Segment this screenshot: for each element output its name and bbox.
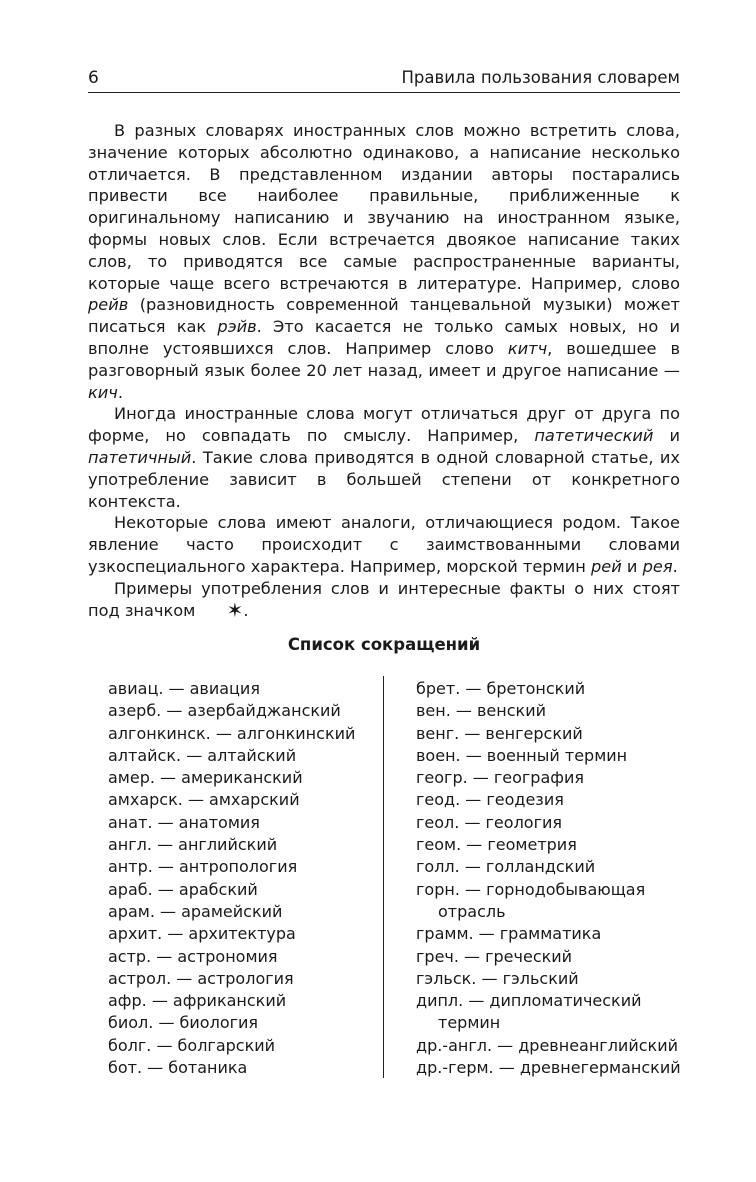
abbreviation-entry: антр. — антропология <box>108 857 298 877</box>
page-number: 6 <box>88 68 99 88</box>
abbreviation-entry: анат. — анатомия <box>108 812 260 832</box>
abbreviation-entry: бот. — ботаника <box>108 1058 248 1078</box>
abbreviation-entry: арам. — арамейский <box>108 901 283 921</box>
abbreviation-entry-continuation: термин <box>438 1013 501 1033</box>
abbreviation-entry: гэльск. — гэльский <box>416 968 579 988</box>
example-word: кич <box>88 382 118 402</box>
star-icon: ✶ <box>226 597 244 622</box>
abbreviations-left-column <box>108 678 370 1079</box>
example-word: рейв <box>88 295 129 315</box>
abbreviation-entry: афр. — африканский <box>108 991 287 1011</box>
abbreviation-entry: астрол. — астрология <box>108 968 294 988</box>
paragraph: В разных словарях иностранных слов можно встретить слова, значение которых абсолютно одинаково, а написание несколько отличается. В представленном издании авторы постарались привести все наиболее правильные, приближенные к оригинальному написанию и звучанию на иностранном языке, формы новых слов. Если встречается двоякое написание таких слов, то приводятся все самые распространенные варианты, которые чаще всего встречаются в литературе. Например, слово рейв (разновидность современной танцевальной музыки) может писаться как рэйв. Это касается не только самых новых, но и вполне устоявшихся слов. Например слово китч, вошедшее в разговорный язык более 20 лет назад, имеет и другое написание — кич. <box>88 121 680 402</box>
paragraph: Иногда иностранные слова могут отличаться друг от друга по форме, но совпадать по смыслу. Например, патетический и патетичный. Такие слова приводятся в одной словарной статье, их употребление зависит в большей степени от конкретного контекста. <box>88 404 680 511</box>
abbreviation-entry: геол. — геология <box>416 812 563 832</box>
paragraph: Некоторые слова имеют аналоги, отличающиеся родом. Такое явление часто происходит с заимствованными словами узкоспециального характера. Например, морской термин рей и рея. <box>88 513 680 576</box>
abbreviation-entry: др.-герм. — древнегерманский <box>416 1058 681 1078</box>
abbreviation-entry: авиац. — авиация <box>108 679 260 698</box>
paragraph: Примеры употребления слов и интересные факты о них стоят под значком ✶. <box>88 578 680 622</box>
abbreviation-entry: архит. — архитектура <box>108 924 296 944</box>
abbreviation-entry: др.-англ. — древнеанглийский <box>416 1035 678 1055</box>
abbreviation-entry <box>416 990 682 1035</box>
example-word: рэйв <box>217 317 257 337</box>
example-word: рея <box>642 556 673 576</box>
abbreviation-entry: геом. — геометрия <box>416 835 577 855</box>
page-header <box>88 66 680 93</box>
abbreviation-entry-text: дипл. — дипломатический <box>416 991 642 1011</box>
body-text <box>88 120 680 621</box>
example-word: китч <box>507 338 548 358</box>
abbreviation-entry: грамм. — грамматика <box>416 924 602 944</box>
running-title: Правила пользования словарем <box>401 68 680 87</box>
abbreviation-entry-continuation: отрасль <box>438 901 506 921</box>
abbreviation-entry: болг. — болгарский <box>108 1035 276 1055</box>
abbreviation-entry-text: горн. — горнодобывающая <box>416 879 646 899</box>
abbreviation-entry: араб. — арабский <box>108 879 258 899</box>
abbreviation-entry: греч. — греческий <box>416 946 573 966</box>
abbreviations-right-column <box>416 678 682 1079</box>
abbreviation-entry: амхарск. — амхарский <box>108 790 300 810</box>
abbreviation-entry: биол. — биология <box>108 1013 259 1033</box>
abbreviation-entry: алгонкинск. — алгонкинский <box>108 723 356 743</box>
abbreviation-entry: геогр. — география <box>416 768 584 788</box>
column-divider <box>383 676 384 1078</box>
example-word: патетичный <box>88 447 192 467</box>
abbreviation-entry: алтайск. — алтайский <box>108 745 297 765</box>
abbreviation-entry: англ. — английский <box>108 835 278 855</box>
abbreviation-entry: венг. — венгерский <box>416 723 583 743</box>
abbreviation-entry: воен. — военный термин <box>416 745 628 765</box>
abbreviation-entry: азерб. — азербайджанский <box>108 701 341 721</box>
abbreviation-entry: голл. — голландский <box>416 857 596 877</box>
abbreviation-entry: брет. — бретонский <box>416 679 586 698</box>
abbreviations-title: Список сокращений <box>287 635 481 654</box>
abbreviation-entry: геод. — геодезия <box>416 790 564 810</box>
abbreviation-entry: амер. — американский <box>108 768 303 788</box>
abbreviation-entry <box>416 879 682 924</box>
abbreviation-entry: астр. — астрономия <box>108 946 278 966</box>
abbreviation-entry: вен. — венский <box>416 701 546 721</box>
example-word: рей <box>591 556 622 576</box>
example-word: патетический <box>534 426 654 446</box>
